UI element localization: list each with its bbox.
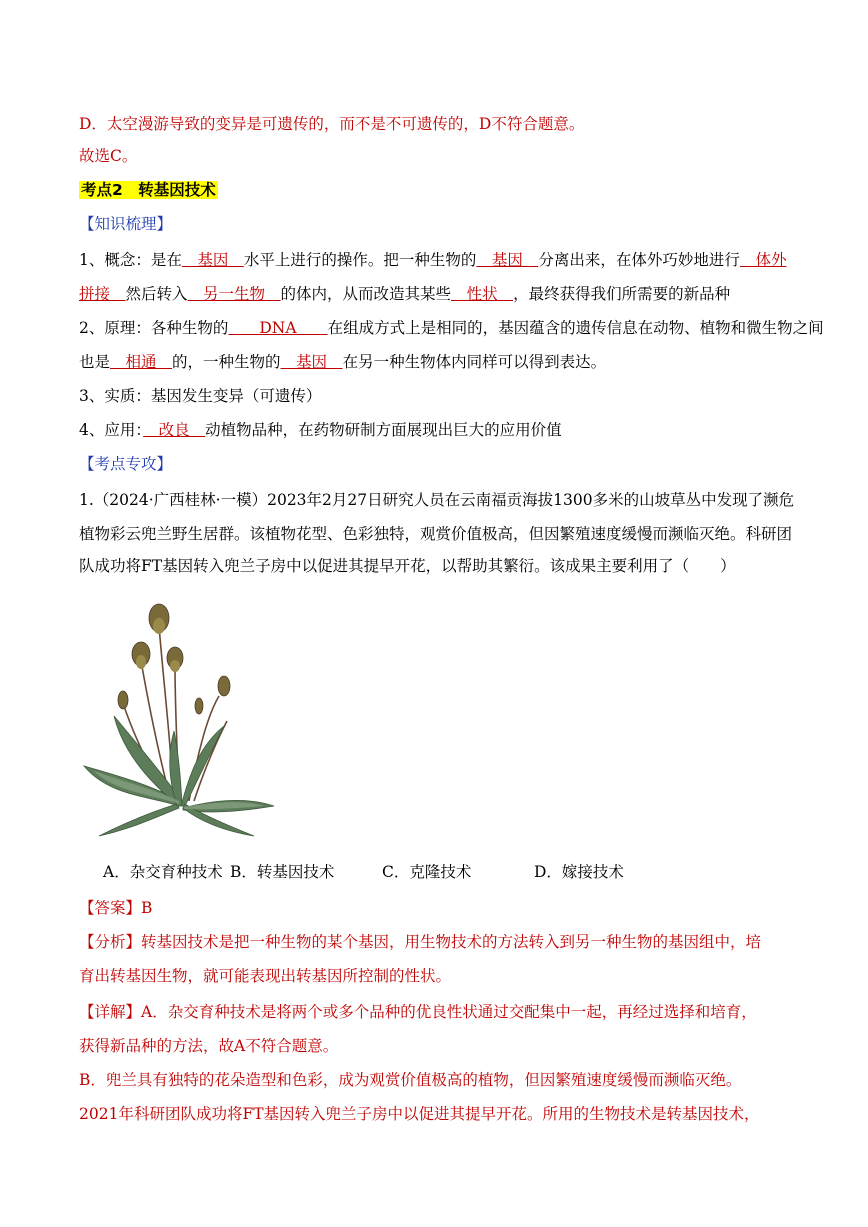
- principle-line-2: [79, 352, 606, 372]
- blank-answer: 基因: [476, 251, 539, 269]
- application-line: [79, 420, 562, 440]
- blank-answer: 相通: [110, 353, 173, 371]
- blank-answer: 另一生物: [187, 285, 281, 303]
- concept-text: ，最终获得我们所需要的新品种: [513, 285, 731, 303]
- detail-text: A．杂交育种技术是将两个或多个品种的优良性状通过交配集中一起，再经过选择和培育，: [141, 1003, 757, 1021]
- detail-line-4: 2021年科研团队成功将FT基因转入兜兰子房中以促进其提早开花。所用的生物技术是转基因技术，: [79, 1105, 760, 1123]
- section-title: [79, 180, 218, 200]
- concept-text: 的体内，从而改造其某些: [280, 285, 452, 303]
- knowledge-header: 【知识梳理】: [79, 215, 173, 233]
- analysis-line-1: [79, 932, 761, 952]
- practice-header: 【考点专攻】: [79, 455, 173, 473]
- question-line-3: 队成功将FT基因转入兜兰子房中以促进其提早开花，以帮助其繁衍。该成果主要利用了（ ）: [79, 557, 736, 575]
- concept-text: 1、概念：是在: [79, 251, 182, 269]
- option-a: A．杂交育种技术: [103, 863, 223, 881]
- essence-line: 3、实质：基因发生变异（可遗传）: [79, 387, 322, 405]
- detail-line-2: 获得新品种的方法，故A不符合题意。: [79, 1037, 339, 1055]
- principle-line-1: [79, 318, 824, 338]
- principle-text: 2、原理：各种生物的: [79, 319, 229, 337]
- detail-line-3: B．兜兰具有独特的花朵造型和色彩，成为观赏价值极高的植物，但因繁殖速度缓慢而濒临灭绝。: [79, 1071, 742, 1089]
- detail-tag: 【详解】: [79, 1003, 142, 1021]
- blank-answer: DNA: [228, 319, 328, 337]
- orchid-illustration: [79, 596, 279, 841]
- concept-text: 分离出来，在体外巧妙地进行: [538, 251, 740, 269]
- detail-line-1: [79, 1002, 757, 1022]
- option-d: D．嫁接技术: [534, 863, 624, 881]
- analysis-text: 转基因技术是把一种生物的某个基因，用生物技术的方法转入到另一种生物的基因组中，培: [141, 933, 762, 951]
- principle-text: 在另一种生物体内同样可以得到表达。: [342, 353, 607, 371]
- principle-text: 也是: [79, 353, 111, 371]
- option-d-explanation: D．太空漫游导致的变异是可遗传的，而不是不可遗传的，D不符合题意。: [79, 115, 585, 133]
- question-line-2: 植物彩云兜兰野生居群。该植物花型、色彩独特，观赏价值极高，但因繁殖速度缓慢而濒临灭绝。科研团: [79, 525, 793, 543]
- concept-text: 水平上进行的操作。把一种生物的: [243, 251, 477, 269]
- blank-answer: 基因: [280, 353, 343, 371]
- blank-answer: 基因: [181, 251, 244, 269]
- analysis-tag: 【分析】: [79, 933, 142, 951]
- choice-conclusion: 故选C。: [79, 147, 138, 165]
- question-line-1: 1.（2024·广西桂林·一模）2023年2月27日研究人员在云南福贡海拔1300多米的山坡草丛中发现了濒危: [79, 491, 795, 509]
- principle-text: 的，一种生物的: [172, 353, 281, 371]
- answer-value: B: [141, 899, 153, 917]
- application-text: 动植物品种，在药物研制方面展现出巨大的应用价值: [205, 421, 562, 439]
- application-text: 4、应用：: [79, 421, 144, 439]
- blank-answer: 拼接: [79, 285, 126, 303]
- blank-answer: 体外: [739, 251, 787, 269]
- blank-answer: 改良: [143, 421, 206, 439]
- concept-line-2: [79, 284, 730, 304]
- answer-tag: 【答案】: [79, 899, 142, 917]
- option-c: C．克隆技术: [382, 863, 472, 881]
- principle-text: 在组成方式上是相同的，基因蕴含的遗传信息在动物、植物和微生物之间: [327, 319, 824, 337]
- option-b: B．转基因技术: [230, 863, 335, 881]
- section-title-text: 考点2 转基因技术: [81, 181, 216, 199]
- answer-line: [79, 898, 152, 918]
- analysis-line-2: 育出转基因生物，就可能表现出转基因所控制的性状。: [79, 967, 452, 985]
- concept-text: 然后转入: [125, 285, 188, 303]
- blank-answer: 性状: [451, 285, 514, 303]
- concept-line-1: [79, 250, 786, 270]
